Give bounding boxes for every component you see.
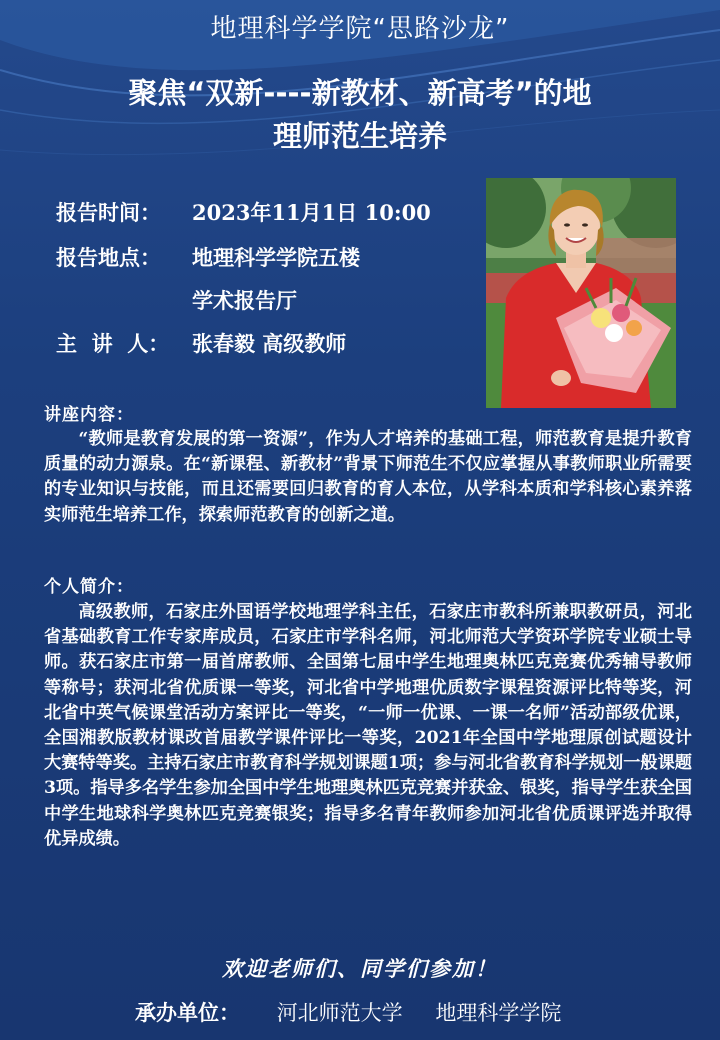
organizer-university: 河北师范大学 bbox=[276, 1001, 403, 1025]
organizer-school: 地理科学学院 bbox=[435, 1001, 562, 1025]
bio-content: 高级教师，石家庄外国语学校地理学科主任，石家庄市教科所兼职教研员，河北省基础教育工作专家库成员，石家庄市学科名师，河北师范大学资环学院专业硕士导师。获石家庄市第一届首席教师、全国第七届中学生地理奥林匹克竞赛优秀辅导教师等称号；获河北省优质课一等奖，河北省中学地理优质数字课程资源评比特等奖，河北省中英气候课堂活动方案评比一等奖，“一师一优课、一课一名师”活动部级优课，全国湘教版教材课改首届教学课件评比一等奖，2021年全国中学地理原创试题设计大赛特等奖。主持石家庄市教育科学规划课题1项；参与河北省教育科学规划一般课题3项。指导多名学生参加全国中学生地理奥林匹克竞赛并获金、银奖，指导学生获全国中学生地球科学奥林匹克竞赛银奖；指导多名青年教师参加河北省优质课评选并取得优异成绩。 bbox=[44, 602, 692, 849]
welcome-text: 欢迎老师们、同学们参加！ bbox=[222, 956, 498, 981]
info-row-time bbox=[56, 197, 431, 227]
speaker-photo bbox=[486, 178, 676, 408]
info-value: 张春毅 高级教师 bbox=[192, 331, 347, 356]
info-value: 学术报告厅 bbox=[192, 288, 297, 313]
series-title: 地理科学学院“思路沙龙” bbox=[210, 14, 510, 44]
info-value: 地理科学学院五楼 bbox=[192, 245, 360, 270]
info-row-location-cont bbox=[56, 285, 297, 315]
info-value: 2023年11月1日 10:00 bbox=[192, 200, 431, 225]
info-row-location bbox=[56, 242, 360, 272]
organizer-label: 承办单位： bbox=[135, 1001, 240, 1025]
lecture-title-line2: 理师范生培养 bbox=[272, 119, 447, 153]
organizer bbox=[135, 997, 561, 1027]
info-label: 主 讲 人： bbox=[56, 331, 170, 356]
info-label: 报告时间： bbox=[56, 200, 161, 225]
bio-heading: 个人简介： bbox=[44, 577, 134, 597]
lecture-content: “教师是教育发展的第一资源”，作为人才培养的基础工程，师范教育是提升教育质量的动力源泉。在“新课程、新教材”背景下师范生不仅应掌握从事教师职业所需要的专业知识与技能，而且还需要回归教育的育人本位，从学科本质和学科核心素养落实师范生培养工作，探索师范教育的创新之道。 bbox=[44, 429, 692, 525]
lecture-heading: 讲座内容： bbox=[44, 405, 134, 425]
info-label: 报告地点： bbox=[56, 245, 161, 270]
info-row-speaker bbox=[56, 328, 346, 358]
lecture-title bbox=[20, 72, 700, 158]
lecture-title-line1: 聚焦“双新----新教材、新高考”的地 bbox=[128, 76, 592, 110]
